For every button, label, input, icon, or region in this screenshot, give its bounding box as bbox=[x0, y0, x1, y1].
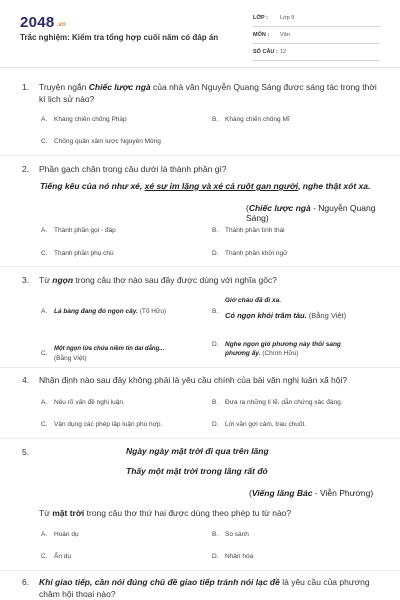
option-letter: C. bbox=[41, 138, 48, 145]
option-text: Thành phần phụ chú bbox=[54, 250, 114, 257]
question-text-part: Từ bbox=[39, 275, 53, 285]
question-4 bbox=[22, 374, 384, 386]
meta-row-count bbox=[253, 44, 380, 61]
option-letter: B. bbox=[212, 531, 219, 538]
option-text: Thành phần khởi ngữ bbox=[225, 250, 288, 257]
quote-source bbox=[246, 203, 386, 223]
quiz-meta bbox=[253, 10, 380, 61]
verse-source: (Bằng Việt) bbox=[306, 311, 347, 320]
question-text bbox=[39, 576, 384, 600]
site-logo[interactable] bbox=[20, 14, 66, 31]
logo-main: 2048 bbox=[20, 14, 55, 31]
verse-line: Giờ cháu đã đi xa. bbox=[225, 297, 282, 304]
question-separator bbox=[0, 155, 400, 156]
option-text bbox=[54, 344, 206, 363]
option-d[interactable] bbox=[212, 552, 382, 561]
option-letter: D. bbox=[212, 553, 219, 560]
option-letter: B. bbox=[212, 308, 219, 315]
option-c[interactable] bbox=[41, 344, 206, 363]
poem-source bbox=[249, 488, 389, 498]
verse-line: Nghe ngọn gió phương này thổi sang bbox=[225, 341, 341, 348]
question-text-part: trong câu thơ thứ hai được dùng theo phép tu từ nào? bbox=[84, 508, 292, 518]
source-title: Viếng lăng Bác bbox=[251, 488, 313, 498]
source-part: ( bbox=[249, 488, 252, 498]
option-c[interactable] bbox=[41, 552, 201, 561]
verse-source: (Chính Hữu) bbox=[260, 350, 299, 357]
verse-line: Có ngọn khói trăm tàu. bbox=[225, 311, 307, 320]
option-text: So sánh bbox=[225, 531, 249, 538]
meta-label: MÔN : bbox=[253, 32, 270, 38]
option-a[interactable] bbox=[41, 530, 201, 539]
option-letter: D. bbox=[212, 421, 219, 428]
option-text: Thành phần tình thái bbox=[225, 227, 285, 234]
option-letter: C. bbox=[41, 553, 48, 560]
question-number: 2. bbox=[22, 164, 30, 174]
header bbox=[0, 0, 400, 66]
option-text: Thành phần gọi - đáp bbox=[54, 227, 116, 234]
meta-row-class bbox=[253, 10, 380, 27]
option-d[interactable] bbox=[212, 249, 382, 258]
source-part: ( bbox=[246, 203, 249, 213]
option-b[interactable] bbox=[212, 398, 387, 407]
source-part: - Viễn Phương) bbox=[312, 488, 374, 498]
option-text bbox=[225, 340, 387, 358]
option-text bbox=[225, 296, 387, 327]
option-text: Hoán dụ bbox=[54, 531, 79, 538]
option-a[interactable] bbox=[41, 398, 201, 407]
option-b[interactable] bbox=[212, 297, 387, 338]
question-2 bbox=[22, 163, 384, 175]
poem-line-2: Thấy một mặt trời trong lăng rất đỏ bbox=[126, 466, 268, 476]
option-d[interactable] bbox=[212, 420, 387, 429]
quote-part: Tiếng kêu của nó như xé, bbox=[40, 181, 145, 191]
question-text bbox=[39, 274, 384, 286]
question-6 bbox=[22, 576, 384, 600]
question-separator bbox=[0, 438, 400, 439]
question-number: 4. bbox=[22, 375, 30, 385]
option-text bbox=[54, 307, 206, 316]
question-separator bbox=[0, 266, 400, 267]
option-letter: A. bbox=[41, 308, 48, 315]
option-letter: D. bbox=[212, 341, 219, 348]
logo-suffix: .vn bbox=[56, 22, 67, 28]
question-number: 6. bbox=[22, 577, 30, 587]
question-text-part: của nhà văn Nguyễn Quang Sáng được sáng tác trong thời kì lịch sử nào? bbox=[39, 82, 377, 104]
option-text: Đưa ra những lí lẽ, dẫn chứng xác đáng. bbox=[225, 399, 343, 406]
source-part: - Nguyễn Quang Sáng) bbox=[246, 203, 376, 223]
question-text-part: Từ bbox=[39, 508, 53, 518]
question-separator bbox=[0, 367, 400, 368]
verse-line: Lá bàng đang đỏ ngọn cây. bbox=[54, 308, 138, 315]
option-letter: B. bbox=[212, 116, 219, 123]
option-text: Kháng chiến chống Pháp bbox=[54, 116, 127, 123]
question-text bbox=[39, 507, 384, 519]
verse-line: phương ấy. bbox=[225, 350, 261, 357]
question-text bbox=[39, 81, 384, 105]
option-b[interactable] bbox=[212, 115, 382, 124]
option-c[interactable] bbox=[41, 420, 206, 429]
option-b[interactable] bbox=[212, 226, 382, 235]
header-divider bbox=[0, 67, 400, 68]
option-a[interactable] bbox=[41, 226, 201, 235]
meta-label: LỚP : bbox=[253, 15, 268, 21]
option-text: Nhân hóa bbox=[225, 553, 254, 560]
option-text: Lời văn gợi cảm, trau chuốt. bbox=[225, 421, 307, 428]
option-text: Ẩn dụ bbox=[54, 553, 71, 560]
option-c[interactable] bbox=[41, 249, 201, 258]
option-a[interactable] bbox=[41, 115, 201, 124]
option-b[interactable] bbox=[212, 530, 382, 539]
meta-row-subject bbox=[253, 27, 380, 44]
verse-source: (Bằng Việt) bbox=[54, 355, 87, 362]
meta-value: 12 bbox=[280, 49, 287, 55]
question-text: Nhận định nào sau đây không phải là yêu cầu chính của bài văn nghị luận xã hội? bbox=[39, 375, 348, 385]
option-letter: C. bbox=[41, 350, 48, 357]
option-text: Nêu rõ vấn đề nghị luận. bbox=[54, 399, 125, 406]
option-text: Vận dụng các phép lập luận phù hợp. bbox=[54, 421, 163, 428]
verse-line: Một ngọn lửa chứa niềm tin dai dẳng... bbox=[54, 346, 165, 352]
question-emphasis: Chiếc lược ngà bbox=[88, 82, 151, 92]
option-letter: B. bbox=[212, 399, 219, 406]
option-letter: D. bbox=[212, 250, 219, 257]
option-d[interactable] bbox=[212, 340, 387, 358]
question-number: 5. bbox=[22, 447, 30, 457]
meta-value: Lớp 9 bbox=[280, 15, 295, 21]
meta-label: SỐ CÂU : bbox=[253, 49, 278, 55]
quiz-title: Trắc nghiệm: Kiểm tra tổng hợp cuối năm có đáp án bbox=[20, 33, 219, 42]
question-3 bbox=[22, 274, 384, 286]
option-text: Kháng chiến chống Mĩ bbox=[225, 116, 290, 123]
meta-value: Văn bbox=[280, 32, 290, 38]
poem-line-1: Ngày ngày mặt trời đi qua trên lăng bbox=[126, 446, 269, 456]
quote-underlined-part: xé sự im lặng và xé cả ruột gan người bbox=[144, 181, 299, 191]
option-a[interactable] bbox=[41, 307, 206, 316]
option-letter: A. bbox=[41, 399, 48, 406]
option-letter: B. bbox=[212, 227, 219, 234]
question-emphasis: ngọn bbox=[52, 275, 74, 285]
option-letter: C. bbox=[41, 250, 48, 257]
question-text-part: là yêu cầu của phương châm hội thoại nào? bbox=[39, 577, 370, 599]
question-1 bbox=[22, 81, 384, 105]
question-emphasis: mặt trời bbox=[52, 508, 85, 518]
question-separator bbox=[0, 570, 400, 571]
quoted-sentence bbox=[40, 181, 385, 191]
option-letter: C. bbox=[41, 421, 48, 428]
option-text: Chống quân xâm lược Nguyên Mông bbox=[54, 138, 161, 145]
verse-source: (Tố Hữu) bbox=[137, 308, 167, 315]
source-title: Chiếc lược ngà bbox=[248, 203, 311, 213]
question-text-part: Truyện ngắn bbox=[39, 82, 89, 92]
option-letter: A. bbox=[41, 227, 48, 234]
option-letter: A. bbox=[41, 531, 48, 538]
question-number: 3. bbox=[22, 275, 30, 285]
option-letter: A. bbox=[41, 116, 48, 123]
question-5-prompt bbox=[22, 507, 384, 519]
question-emphasis: Khi giao tiếp, cần nói đúng chủ đề giao tiếp tránh nói lạc đề bbox=[39, 577, 280, 587]
question-text-part: trong câu thơ nào sau đây được dùng với nghĩa gốc? bbox=[73, 275, 277, 285]
question-number: 1. bbox=[22, 82, 30, 92]
quote-part: , nghe thật xót xa. bbox=[298, 181, 371, 191]
option-c[interactable] bbox=[41, 137, 241, 146]
question-text: Phần gạch chân trong câu dưới là thành phần gì? bbox=[39, 164, 227, 174]
